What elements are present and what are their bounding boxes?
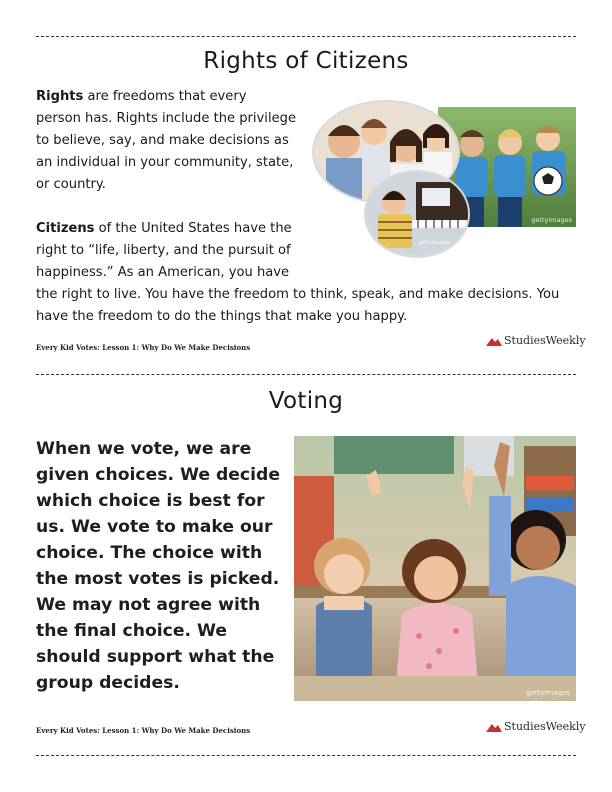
bottom-divider [36,755,576,756]
classroom-voting-photo [294,436,576,701]
rights-term: Rights [36,89,84,104]
voting-paragraph: When we vote, we are given choices. We decide which choice is best for us. We vote to make our choice. The choice with the most votes is picked. We may not agree with the final choice. We should support what the group decides. [36,439,280,693]
studiesweekly-logo: StudiesWeekly [486,334,586,347]
section1-footer: Every Kid Votes: Lesson 1: Why Do We Make Decisions [36,343,251,352]
getty-watermark-2: gettyimages [526,689,570,697]
getty-watermark: gettyimages [531,216,572,224]
rights-title: Rights of Citizens [203,48,409,74]
section2-footer: Every Kid Votes: Lesson 1: Why Do We Make Decisions [36,726,251,735]
citizens-paragraph: Citizens of the United States have the right to “life, liberty, and the pursuit of happiness.” As an American, you have the right to live. You have the freedom to think, speak, and make decisions. You have the freedom to do the things that make you happy. [36,221,560,324]
piano-boy-photo [364,170,470,258]
logo-mark-icon [486,336,502,346]
middle-divider [36,374,576,375]
top-divider [36,36,576,37]
rights-paragraph: Rights are freedoms that every person has. Rights include the privilege to believe, say, and make decisions as an individual in your community, state, or country. [36,89,297,192]
citizens-term: Citizens [36,221,95,236]
voting-title: Voting [268,388,344,414]
logo-mark-icon-2 [486,722,502,732]
studiesweekly-logo-2: StudiesWeekly [486,720,586,733]
vote-term: vote [130,439,174,459]
getty-watermark-small: gettyimages [418,240,450,246]
